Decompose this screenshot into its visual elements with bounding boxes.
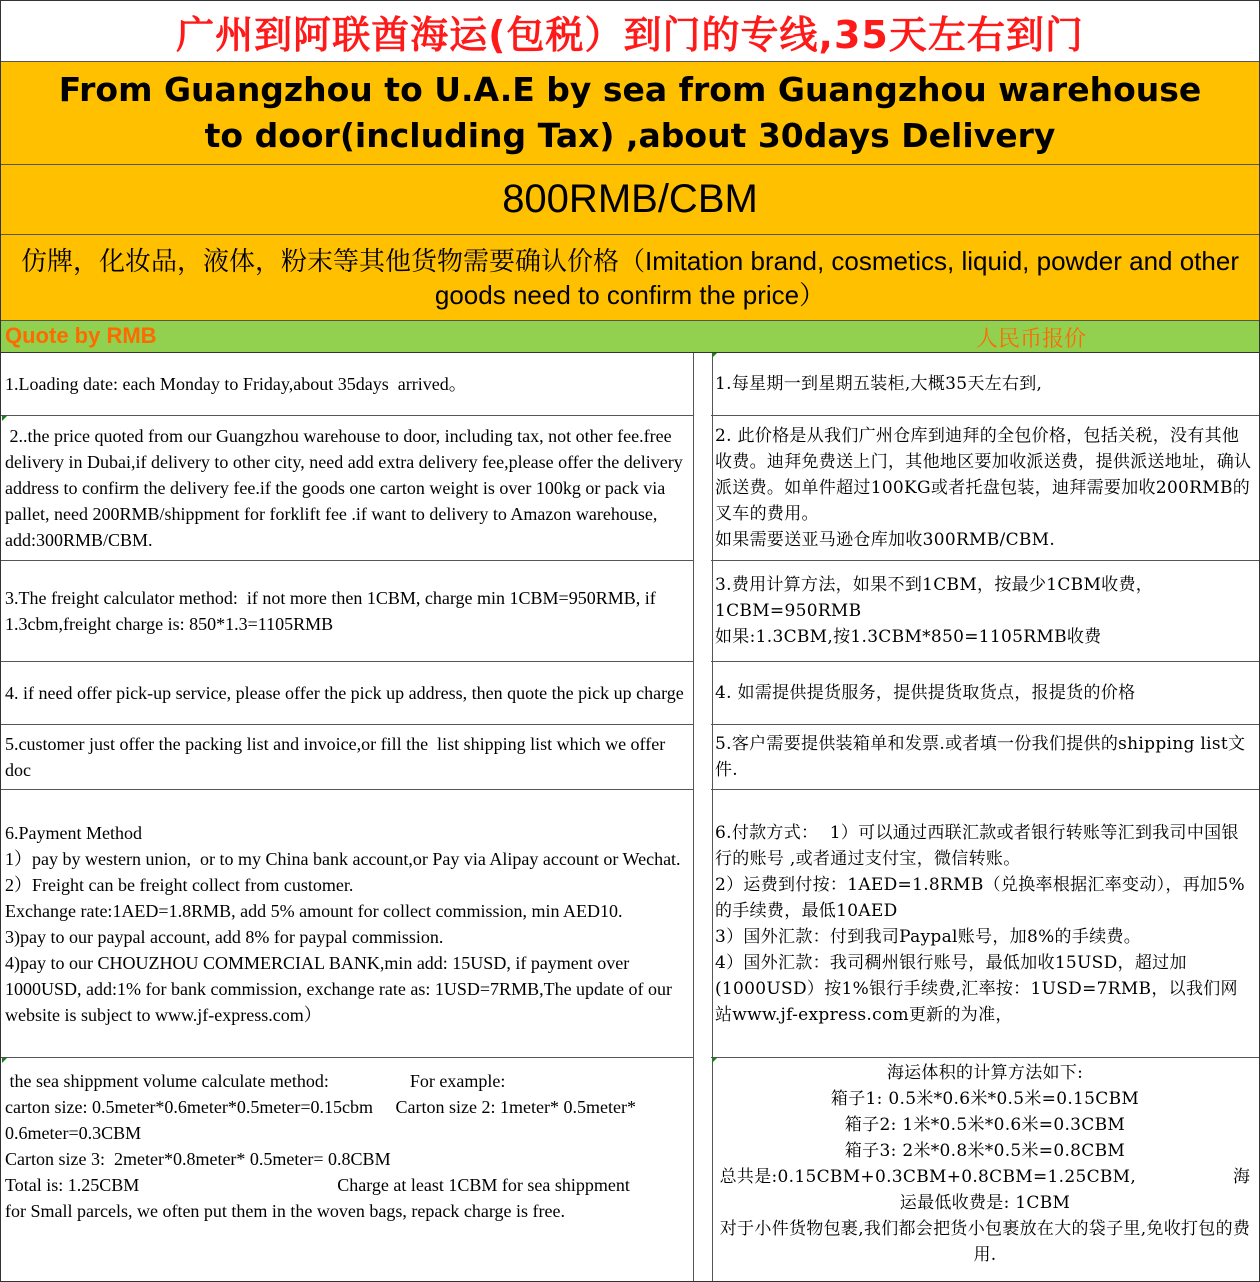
volume-calc-text-en: the sea shippment volume calculate method: For example: carton size: 0.5meter*0.6meter*0.5meter=0.15cbm Carton size 2: 1meter* 0.5meter* 0.6meter=0.3CBM Carton size 3: 2meter*0.8meter* 0.5meter= 0.8CBM Total is: 1.25CBM Charge at least 1CBM for sea shippment for Small parcels, we often put them in the woven bags, repack charge is free.	[5, 1071, 636, 1221]
terms-row-3-cn	[711, 561, 1259, 662]
terms-text-cn: 2. 此价格是从我们广州仓库到迪拜的全包价格，包括关税，没有其他收费。迪拜免费送上门，其他地区要加收派送费，提供派送地址，确认派送费。如单件超过100KG或者托盘包装，迪拜需要加收200RMB的叉车的费用。 如果需要送亚马逊仓库加收300RMB/CBM.	[715, 426, 1252, 550]
terms-row-2-cn	[711, 416, 1259, 561]
page-title-english: From Guangzhou to U.A.E by sea from Guangzhou warehouse to door(including Tax) ,about 30days Delivery	[1, 62, 1259, 165]
cell-marker	[2, 416, 7, 421]
terms-row-3-en	[1, 561, 693, 662]
terms-text-cn: 1.每星期一到星期五装柜,大概35天左右到,	[715, 374, 1043, 394]
cell-marker	[712, 1058, 717, 1063]
terms-text-en: 5.customer just offer the packing list and invoice,or fill the list shipping list which we offer doc	[5, 734, 670, 780]
terms-row-7-cn	[711, 1058, 1259, 1281]
volume-calc-text-cn: 海运体积的计算方法如下: 箱子1: 0.5米*0.6米*0.5米=0.15CBM 箱子2: 1米*0.5米*0.6米=0.3CBM 箱子3: 2米*0.8米*0.5米=0.8CBM 总共是:0.15CBM+0.3CBM+0.8CBM=1.25CBM, 海运最低收费是: 1CBM 对于小件货物包裹,我们都会把货小包裹放在大的袋子里,免收打包的费用.	[719, 1063, 1251, 1265]
payment-method-text-cn: 6.付款方式： 1）可以通过西联汇款或者银行转账等汇到我司中国银行的账号 ,或者通过支付宝，微信转账。 2）运费到付按：1AED=1.8RMB（兑换率根据汇率变动），再加5%的手续费，最低10AED 3）国外汇款：付到我司Paypal账号，加8%的手续费。 4）国外汇款：我司稠州银行账号，最低加收15USD，超过加(1000USD）按1%银行手续费,汇率按：1USD=7RMB，以我们网站www.jf-express.com更新的为准，	[715, 822, 1245, 1025]
terms-text-cn: 3.费用计算方法，如果不到1CBM，按最少1CBM收费，1CBM=950RMB 如果:1.3CBM,按1.3CBM*850=1105RMB收费	[715, 575, 1154, 647]
terms-text-en: 4. if need offer pick-up service, please offer the pick up address, then quote the pick up charge	[5, 683, 684, 703]
terms-row-5-en	[1, 725, 693, 790]
terms-row-1-en	[1, 353, 693, 416]
terms-text-cn: 4. 如需提供提货服务，提供提货取货点，报提货的价格	[715, 683, 1136, 703]
quote-by-rmb-label: Quote by RMB	[5, 323, 157, 348]
terms-row-4-en	[1, 662, 693, 725]
terms-text-cn: 5.客户需要提供装箱单和发票.或者填一份我们提供的shipping list文件.	[715, 734, 1246, 780]
terms-row-4-cn	[711, 662, 1259, 725]
terms-row-6-en	[1, 790, 693, 1058]
quote-bar	[1, 321, 1259, 353]
rmb-quote-label-cn: 人民币报价	[976, 327, 1087, 352]
page-title-chinese: 广州到阿联酋海运(包税）到门的专线,35天左右到门	[1, 1, 1259, 62]
cell-marker	[2, 1058, 7, 1063]
terms-row-1-cn	[711, 353, 1259, 416]
payment-method-text-en: 6.Payment Method 1）pay by western union, or to my China bank account,or Pay via Alipay account or Wechat. 2）Freight can be freight collect from customer. Exchange rate:1AED=1.8RMB, add 5% amount for collect commission, min AED10. 3)pay to our paypal account, add 8% for paypal commission. 4)pay to our CHOUZHOU COMMERCIAL BANK,min add: 15USD, if payment over 1000USD, add:1% for bank commission, exchange rate as: 1USD=7RMB,The update of our website is subject to www.jf-express.com）	[5, 822, 681, 1025]
terms-text-en: 3.The freight calculator method: if not more then 1CBM, charge min 1CBM=950RMB, if 1.3cbm,freight charge is: 850*1.3=1105RMB	[5, 588, 661, 634]
column-divider	[693, 353, 713, 1281]
cell-marker	[712, 353, 717, 358]
confirm-price-notice: 仿牌，化妆品，液体，粉末等其他货物需要确认价格（Imitation brand, cosmetics, liquid, powder and other goods need to confirm the price）	[1, 235, 1259, 321]
terms-row-6-cn	[711, 790, 1259, 1058]
terms-text-en: 2..the price quoted from our Guangzhou warehouse to door, including tax, not other fee.free delivery in Dubai,if delivery to other city, need add extra delivery fee,please offer the delivery address to confirm the delivery fee.if the goods one carton weight is over 100kg or pack via pallet, need 200RMB/shippment for forklift fee .if want to delivery to Amazon warehouse, add:300RMB/CBM.	[5, 426, 688, 550]
price-per-cbm: 800RMB/CBM	[1, 165, 1259, 235]
terms-row-7-en	[1, 1058, 693, 1281]
terms-row-2-en	[1, 416, 693, 561]
terms-row-5-cn	[711, 725, 1259, 790]
terms-text-en: 1.Loading date: each Monday to Friday,about 35days arrived。	[5, 374, 467, 394]
